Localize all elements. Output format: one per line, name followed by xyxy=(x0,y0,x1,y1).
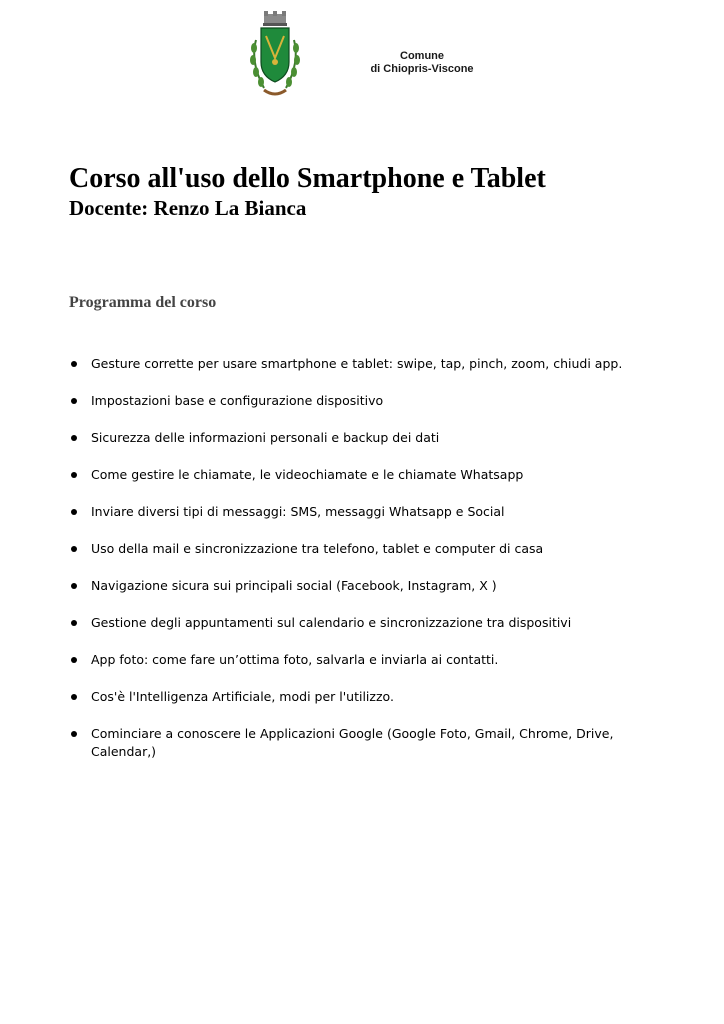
list-item xyxy=(69,392,629,410)
list-item-text: Impostazioni base e configurazione dispositivo xyxy=(91,393,384,408)
list-item xyxy=(69,577,629,595)
list-item xyxy=(69,651,629,669)
bullet-icon xyxy=(71,731,77,737)
title-block xyxy=(69,163,669,221)
program-heading: Programma del corso xyxy=(69,294,217,311)
list-item-text: Sicurezza delle informazioni personali e backup dei dati xyxy=(91,430,440,445)
bullet-icon xyxy=(71,620,77,626)
municipality-line-1: Comune xyxy=(400,50,444,62)
list-item-text: Uso della mail e sincronizzazione tra telefono, tablet e computer di casa xyxy=(91,541,544,556)
list-item xyxy=(69,614,629,632)
list-item-text: Inviare diversi tipi di messaggi: SMS, messaggi Whatsapp e Social xyxy=(91,504,505,519)
list-item xyxy=(69,429,629,447)
bullet-icon xyxy=(71,583,77,589)
list-item xyxy=(69,503,629,521)
bullet-icon xyxy=(71,694,77,700)
teacher-name: Docente: Renzo La Bianca xyxy=(69,196,307,220)
municipality-name xyxy=(352,50,492,76)
list-item xyxy=(69,725,629,761)
list-item-text: App foto: come fare un’ottima foto, salvarla e inviarla ai contatti. xyxy=(91,652,499,667)
bullet-icon xyxy=(71,509,77,515)
municipality-line-2: di Chiopris-Viscone xyxy=(370,63,474,75)
list-item-text: Gesture corrette per usare smartphone e tablet: swipe, tap, pinch, zoom, chiudi app. xyxy=(91,356,623,371)
list-item-text: Gestione degli appuntamenti sul calendario e sincronizzazione tra dispositivi xyxy=(91,615,572,630)
document-header xyxy=(0,0,724,110)
list-item-text: Cos'è l'Intelligenza Artificiale, modi per l'utilizzo. xyxy=(91,689,394,704)
list-item-text: Come gestire le chiamate, le videochiamate e le chiamate Whatsapp xyxy=(91,467,524,482)
bullet-icon xyxy=(71,657,77,663)
list-item xyxy=(69,688,629,706)
bullet-icon xyxy=(71,435,77,441)
list-item xyxy=(69,540,629,558)
list-item xyxy=(69,466,629,484)
bullet-icon xyxy=(71,398,77,404)
bullet-icon xyxy=(71,546,77,552)
program-list xyxy=(69,355,629,780)
municipal-crest-icon xyxy=(244,10,306,102)
list-item xyxy=(69,355,629,373)
course-title: Corso all'uso dello Smartphone e Tablet xyxy=(69,163,546,194)
bullet-icon xyxy=(71,472,77,478)
bullet-icon xyxy=(71,361,77,367)
list-item-text: Cominciare a conoscere le Applicazioni Google (Google Foto, Gmail, Chrome, Drive, Calendar,) xyxy=(91,726,614,759)
list-item-text: Navigazione sicura sui principali social (Facebook, Instagram, X ) xyxy=(91,578,497,593)
